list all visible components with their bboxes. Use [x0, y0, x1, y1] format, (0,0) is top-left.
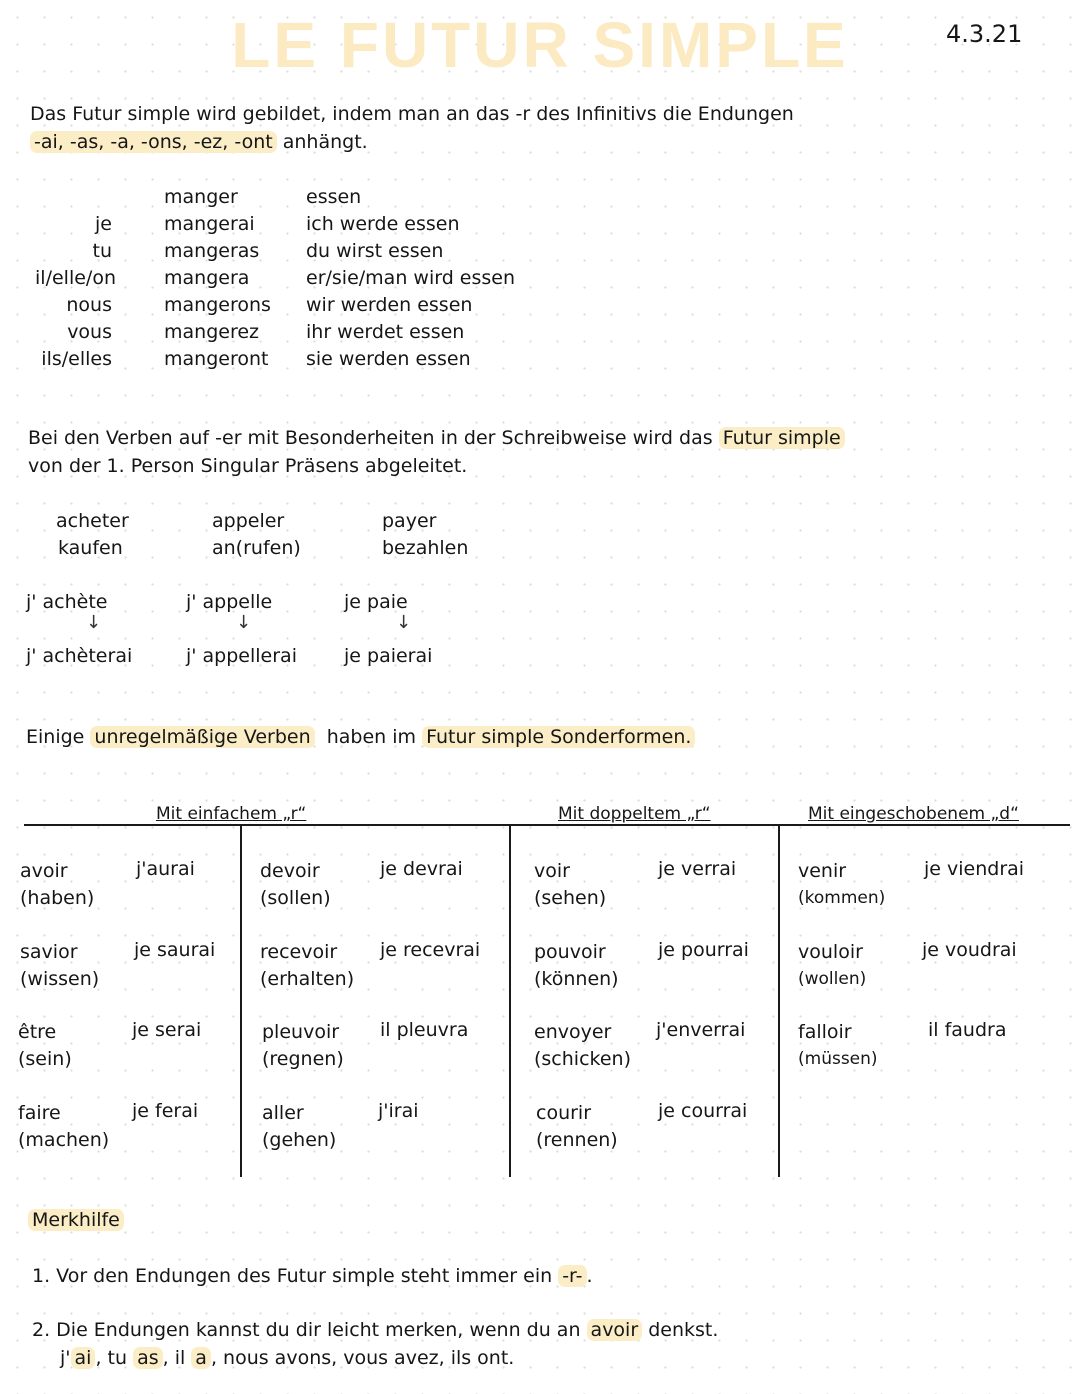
verb: vouloir	[798, 941, 863, 963]
verb-german: (erhalten)	[260, 968, 355, 990]
verb: aller	[262, 1102, 304, 1124]
form-nous: mangerons	[164, 294, 271, 316]
future-form: je serai	[132, 1019, 202, 1041]
verb-cell	[20, 939, 99, 993]
verb-cell	[798, 1019, 878, 1073]
verb: être	[18, 1021, 57, 1043]
future-form: je saurai	[134, 939, 216, 961]
arrow-down-icon: ↓	[396, 612, 412, 633]
verb-cell	[798, 939, 866, 993]
future-form: je verrai	[658, 858, 737, 880]
intro-line-2-rest: anhängt.	[282, 131, 368, 153]
form-vous: mangerez	[164, 321, 259, 343]
pronoun-il: il/elle/on	[35, 267, 116, 289]
verb-cell	[18, 1100, 109, 1154]
tip-2-highlight: avoir	[587, 1319, 643, 1341]
german-vous: ihr werdet essen	[306, 321, 465, 343]
future-form: je pourrai	[658, 939, 749, 961]
ending-highlight: as	[133, 1347, 163, 1369]
form-ils: mangeront	[164, 348, 269, 370]
tip-2-line-2	[32, 1344, 718, 1372]
pronoun-tu: tu	[92, 240, 112, 262]
verb-german: (gehen)	[262, 1129, 337, 1151]
future-form: je recevrai	[380, 939, 481, 961]
tip-1	[32, 1262, 593, 1290]
future-form: je devrai	[380, 858, 463, 880]
ex2-present: j' appelle	[186, 591, 273, 613]
futur-sonderformen-highlight: Futur simple Sonderformen.	[422, 726, 695, 748]
intro-line-2	[30, 128, 794, 156]
verb: falloir	[798, 1021, 852, 1043]
verb-german: (kommen)	[798, 888, 886, 908]
verb: envoyer	[534, 1021, 612, 1043]
special-line-2: von der 1. Person Singular Präsens abgeleitet.	[28, 455, 468, 477]
tip-1-text: 1. Vor den Endungen des Futur simple steht immer ein	[32, 1265, 553, 1287]
german-il: er/sie/man wird essen	[306, 267, 516, 289]
german-je: ich werde essen	[306, 213, 460, 235]
verb-cell	[798, 858, 885, 912]
pronoun-ils: ils/elles	[41, 348, 112, 370]
tip-1-highlight: -r-	[558, 1265, 586, 1287]
verb-cell	[534, 939, 619, 993]
endings-highlight: -ai, -as, -a, -ons, -ez, -ont	[30, 131, 277, 153]
intro-line-1: Das Futur simple wird gebildet, indem man an das -r des Infinitivs die Endungen	[30, 103, 794, 125]
german-nous: wir werden essen	[306, 294, 473, 316]
ex1-infinitive: acheter	[56, 510, 129, 532]
group-header-single-r: Mit einfachem „r“	[156, 804, 307, 824]
verb-german: (wollen)	[798, 969, 867, 989]
irregular-w1: Einige	[26, 726, 85, 748]
verb-german: (sein)	[18, 1048, 72, 1070]
irregular-intro	[26, 723, 695, 751]
future-form: je ferai	[132, 1100, 199, 1122]
verb-german: (rennen)	[536, 1129, 618, 1151]
special-text: Bei den Verben auf -er mit Besonderheiten in der Schreibweise wird das	[28, 427, 713, 449]
verb-german: (machen)	[18, 1129, 110, 1151]
ex3-infinitive: payer	[382, 510, 437, 532]
future-form: j'enverrai	[656, 1019, 746, 1041]
ex1-present: j' achète	[26, 591, 108, 613]
future-form: je courrai	[658, 1100, 748, 1122]
arrow-down-icon: ↓	[86, 612, 102, 633]
ex1-german: kaufen	[58, 537, 123, 559]
irregular-w2: haben im	[326, 726, 417, 748]
verb: voir	[534, 860, 570, 882]
verb-german: (müssen)	[798, 1049, 878, 1069]
intro-text	[30, 100, 794, 156]
verb-cell	[18, 1019, 72, 1073]
ex2-infinitive: appeler	[212, 510, 285, 532]
tips-label-wrapper	[28, 1206, 124, 1234]
verb-german: (regnen)	[262, 1048, 344, 1070]
ex3-present: je paie	[344, 591, 408, 613]
verb-cell	[536, 1100, 618, 1154]
tip-2-text: 2. Die Endungen kannst du dir leicht merken, wenn du an	[32, 1319, 581, 1341]
form-je: mangerai	[164, 213, 255, 235]
ex1-future: j' achèterai	[26, 645, 133, 667]
tip-2-part: j'	[60, 1347, 71, 1369]
tip-1-end: .	[586, 1265, 593, 1287]
verb-cell	[534, 858, 606, 912]
conj-translation: essen	[306, 186, 362, 208]
table-header-line	[24, 824, 1070, 826]
tip-2-part: , tu	[95, 1347, 128, 1369]
tips-label: Merkhilfe	[28, 1209, 124, 1231]
future-form: il faudra	[928, 1019, 1007, 1041]
verb-german: (schicken)	[534, 1048, 631, 1070]
arrow-down-icon: ↓	[236, 612, 252, 633]
conj-verb: manger	[164, 186, 238, 208]
ending-highlight: a	[191, 1347, 211, 1369]
futur-simple-highlight: Futur simple	[719, 427, 845, 449]
pronoun-vous: vous	[67, 321, 112, 343]
special-line-1	[28, 424, 845, 452]
future-form: je voudrai	[922, 939, 1017, 961]
table-divider	[778, 825, 780, 1177]
verb: avoir	[20, 860, 68, 882]
verb: recevoir	[260, 941, 338, 963]
page-title: LE FUTUR SIMPLE	[231, 9, 849, 81]
verb-german: (wissen)	[20, 968, 100, 990]
form-il: mangera	[164, 267, 250, 289]
pronoun-nous: nous	[66, 294, 112, 316]
verb-cell	[262, 1019, 344, 1073]
verb-german: (sehen)	[534, 887, 607, 909]
tip-2-part: , il	[162, 1347, 186, 1369]
table-divider	[240, 825, 242, 1177]
ex3-future: je paierai	[344, 645, 433, 667]
future-form: il pleuvra	[380, 1019, 469, 1041]
german-ils: sie werden essen	[306, 348, 471, 370]
group-header-double-r: Mit doppeltem „r“	[558, 804, 711, 824]
special-spelling-text	[28, 424, 845, 480]
verb: pleuvoir	[262, 1021, 340, 1043]
tip-2-line-1	[32, 1316, 718, 1344]
verb-cell	[534, 1019, 631, 1073]
ending-highlight: ai	[71, 1347, 96, 1369]
future-form: je viendrai	[924, 858, 1025, 880]
ex2-german: an(rufen)	[212, 537, 301, 559]
future-form: j'irai	[378, 1100, 419, 1122]
ex3-german: bezahlen	[382, 537, 469, 559]
irregular-verbs-highlight: unregelmäßige Verben	[90, 726, 314, 748]
ex2-future: j' appellerai	[186, 645, 297, 667]
date: 4.3.21	[946, 20, 1023, 48]
form-tu: mangeras	[164, 240, 260, 262]
verb: courir	[536, 1102, 592, 1124]
verb-cell	[20, 858, 94, 912]
verb-cell	[260, 939, 354, 993]
verb-german: (können)	[534, 968, 619, 990]
verb: savior	[20, 941, 78, 963]
tip-2-end: denkst.	[648, 1319, 719, 1341]
tip-2-part: , nous avons, vous avez, ils ont.	[210, 1347, 515, 1369]
verb-german: (haben)	[20, 887, 95, 909]
group-header-inserted-d: Mit eingeschobenem „d“	[808, 804, 1019, 824]
verb-german: (sollen)	[260, 887, 331, 909]
pronoun-je: je	[95, 213, 112, 235]
tip-2	[32, 1316, 718, 1372]
verb-cell	[260, 858, 331, 912]
table-divider	[509, 825, 511, 1177]
verb-cell	[262, 1100, 336, 1154]
german-tu: du wirst essen	[306, 240, 444, 262]
future-form: j'aurai	[136, 858, 195, 880]
verb: devoir	[260, 860, 320, 882]
verb: venir	[798, 860, 847, 882]
verb: faire	[18, 1102, 61, 1124]
verb: pouvoir	[534, 941, 606, 963]
